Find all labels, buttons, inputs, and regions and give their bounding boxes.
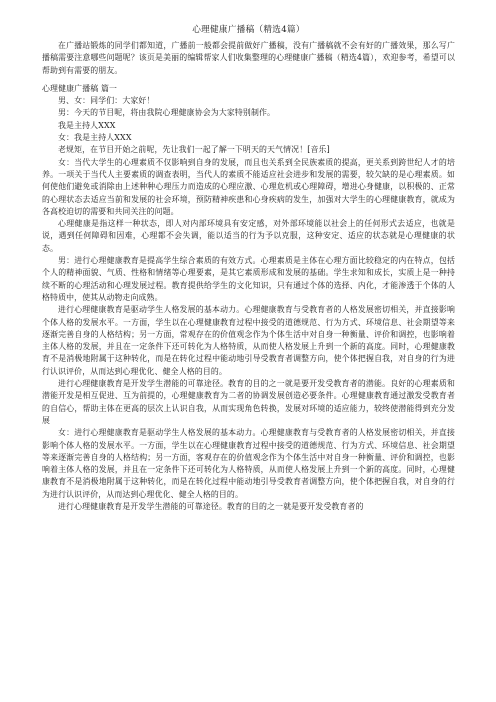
paragraph-host-male: 我是主持人XXX: [58, 120, 116, 130]
section-title: 心理健康广播稿 篇一: [42, 83, 118, 93]
paragraph-body: 进行心理健康教育是驱动学生人格发展的基本动力。心理健康教育与受教育者的人格发展密切相关，并直接影响个体人格的发展水平。一方面，学生以在心理健康教育过程中接受的道德规范、行为方式、环境信息、社会期望等来逐渐完善自身的人格结构；另一方面，常观存在的价值观念作为个体生活中对自身一种衡量、评价和调控，也影响着主体人格的发展，并且在一定条件下还可转化为人格特质，从而使人格发展上升到一个新的高度。同时，心理健康教育不是消极地附属于这种转化，而是在转化过程中能动地引导受教育者调整方向，使个体把握自我，对自身的行为进行认识评价，从而达到心理优化、健全人格的目的。: [42, 305, 455, 376]
paragraph-host-female: 女：我是主持人XXX: [58, 133, 132, 143]
paragraph-body: 女：当代大学生的心理素质不仅影响到自身的发展，而且也关系到全民族素质的提高，更关系到跨世纪人才的培养。一项关于当代人主要素质的调查表明，当代人的素质不能适应社会进步和发展的需要，较欠缺的是心理素质。如何使他们避免或消除由上述种种心理压力而造成的心理应激、心理危机或心理障碍，增进心身健康，以积极的、正常的心理状态去适应当前和发展的社会环境，预防精神疾患和心身疾病的发生，加强对大学生的心理健康教育，就成为各高校迫切的需要和共同关注的问题。: [42, 157, 455, 216]
document-title: 心理健康广播稿（精选4篇）: [192, 25, 305, 35]
paragraph-weather: 老规矩，在节目开始之前呢，先让我们一起了解一下明天的天气情况！[音乐]: [58, 145, 330, 155]
paragraph-body: 男：进行心理健康教育是提高学生综合素质的有效方式。心理素质是主体在心理方面比较稳定的内在特点，包括个人的精神面貌、气质、性格和情绪等心理要素，是其它素质形成和发展的基础。学生求知和成长，实质上是一种持续不断的心理活动和心理发展过程。教育提供给学生的文化知识，只有通过个体的选择、内化，才能渗透于个体的人格特质中，使其从动物走向成熟。: [42, 256, 455, 302]
paragraph-body: 进行心理健康教育是开发学生潜能的可靠途径。教育的目的之一就是要开发受教育者的潜能。良好的心理素质和潜能开发是相互促进、互为前提的，心理健康教育为二者的协调发展创造必要条件。心理健康教育通过激发受教育者的自信心，帮助主体在更高的层次上认识自我，从而实现角色转换，发展对环境的适应能力，较终使潜能得到充分发展: [42, 379, 455, 425]
paragraph-body: 女：进行心理健康教育是驱动学生人格发展的基本动力。心理健康教育与受教育者的人格发展密切相关，并直接影响个体人格的发展水平。一方面，学生以在心理健康教育过程中接受的道德规范、行为方式、环境信息、社会期望等来逐渐完善自身的人格结构；另一方面，客观存在的价值观念作为个体生活中对自身一种衡量、评价和调控，也影响着主体人格的发展，并且在一定条件下还可转化为人格特质，从而使人格发展上升到一个新的高度。同时，心理健康教育不是消极地附属于这种转化，而是在转化过程中能动地引导受教育者调整方向，使个体把握自我，对自身的行为进行认识评价，从而达到心理优化、健全人格的目的。: [42, 428, 455, 499]
paragraph-body: 进行心理健康教育是开发学生潜能的可靠途径。教育的目的之一就是要开发受教育者的: [58, 501, 364, 511]
intro-paragraph: 在广播站锻炼的同学们都知道，广播前一般都会提前做好广播稿，没有广播稿就不会有好的广播效果，那么写广播稿需要注意哪些问题呢？该页是美丽的编辑帮家人们收集整理的心理健康广播稿（精选4篇），欢迎参考，希望可以帮助到有需要的朋友。: [42, 41, 455, 75]
paragraph-greeting: 男、女：同学们：大家好！: [58, 96, 155, 106]
paragraph-body: 心理健康是指这样一种状态，即人对内部环境具有安定感，对外部环境能以社会上的任何形式去适应，也就是说，遇到任何障碍和因难，心理都不会失调，能以适当的行为予以克服，这种安定、适应的状态就是心理健康的状态。: [42, 219, 455, 253]
paragraph-program-intro: 男：今天的节目呢，将由我院心理健康协会为大家特别制作。: [58, 108, 276, 118]
